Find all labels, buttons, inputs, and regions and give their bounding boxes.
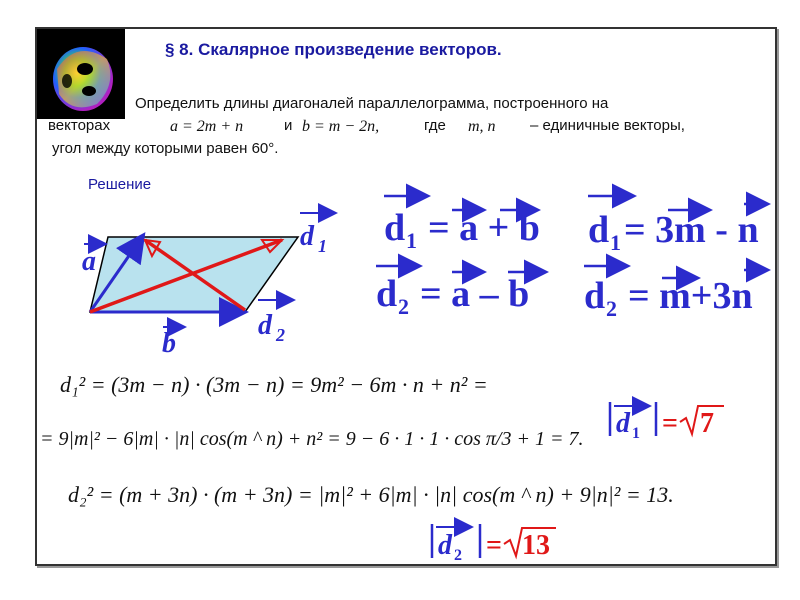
result-d1 (610, 402, 724, 442)
svg-text:1: 1 (318, 236, 327, 256)
result-d2-value: 13 (522, 530, 550, 561)
formula-d1-ab (384, 196, 540, 253)
svg-text:d: d (384, 207, 406, 249)
formula-d2-mn (584, 266, 766, 321)
svg-text:2: 2 (276, 325, 285, 345)
task-line-1: Определить длины диагоналей параллелограмма, построенного на (135, 95, 609, 112)
label-b-text: b (162, 328, 176, 359)
svg-text:d: d (376, 273, 398, 315)
svg-text:1: 1 (406, 228, 417, 253)
task-line-2-prefix: векторах (48, 117, 111, 134)
svg-text:d: d (584, 275, 606, 317)
result-d2 (432, 524, 556, 564)
svg-text:= 3m - n: = 3m - n (624, 209, 759, 251)
calc-row-1: d₁² = (3m − n) · (3m − n) = 9m² − 6m · n + n² = (60, 372, 488, 397)
task-and: и (284, 117, 293, 134)
svg-text:= m+3n: = m+3n (628, 275, 753, 317)
formula-d1-mn (588, 196, 766, 255)
svg-text:d: d (258, 310, 272, 341)
label-b (162, 327, 183, 359)
result-d2-eq: = (486, 530, 502, 561)
solution-label: Решение (88, 176, 152, 193)
svg-text:= a + b: = a + b (428, 207, 540, 249)
svg-text:1: 1 (632, 425, 640, 442)
calc-row-2: = 9|m|² − 6|m| · |n| cos(m ^ n) + n² = 9 − 6 · 1 · 1 · cos π/3 + 1 = 7. (40, 428, 584, 450)
svg-text:2: 2 (398, 294, 409, 319)
vector-a-expression: a = 2m + n (170, 118, 244, 135)
task-where: где (424, 117, 446, 134)
svg-text:d: d (438, 530, 452, 561)
formula-d2-ab (376, 266, 544, 319)
unit-vectors-mn: m, n (468, 118, 496, 135)
slide-title: § 8. Скалярное произведение векторов. (165, 40, 502, 59)
calc-row-3: d₂² = (m + 3n) · (m + 3n) = |m|² + 6|m| · |n| cos(m ^ n) + 9|n|² = 13. (68, 482, 674, 507)
task-line-3: угол между которыми равен 60°. (52, 140, 279, 157)
svg-text:1: 1 (610, 230, 621, 255)
label-a-text: a (82, 246, 96, 277)
task-unit-vectors: – единичные векторы, (530, 117, 685, 134)
svg-text:d: d (616, 408, 630, 439)
svg-text:d: d (300, 221, 314, 252)
svg-text:2: 2 (606, 296, 617, 321)
svg-text:2: 2 (454, 547, 462, 564)
vector-b-expression: b = m − 2n, (302, 118, 380, 135)
svg-text:d: d (588, 209, 610, 251)
label-d1 (300, 213, 334, 256)
svg-text:= a – b: = a – b (420, 273, 530, 315)
label-d2 (258, 300, 292, 345)
result-d1-eq: = (662, 408, 678, 439)
result-d1-value: 7 (700, 408, 714, 439)
